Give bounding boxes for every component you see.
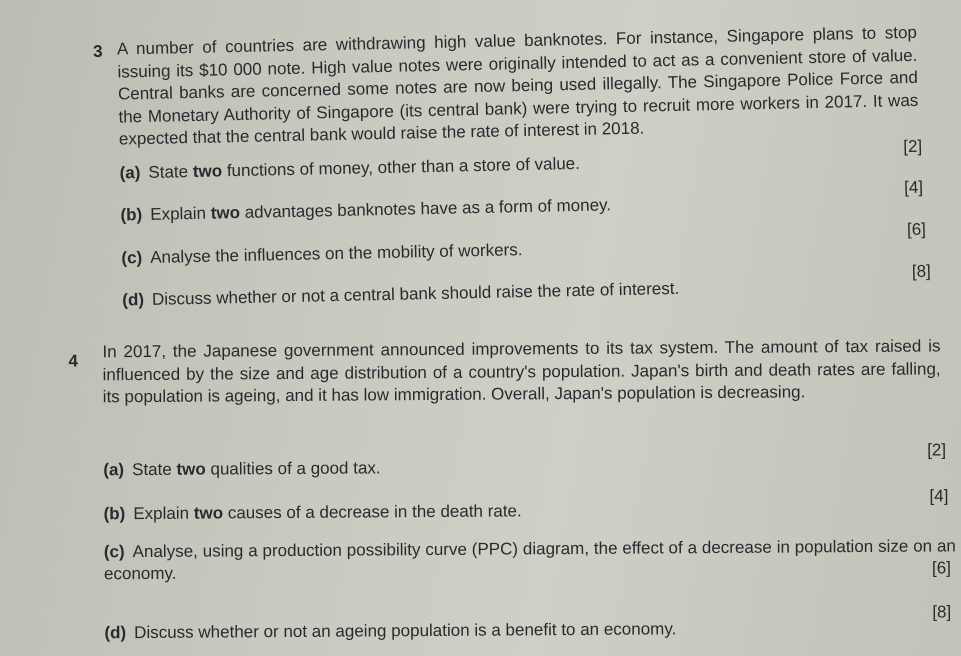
question-part-a xyxy=(103,454,823,481)
part-letter: (a) xyxy=(103,460,125,480)
marks-label: [8] xyxy=(932,602,952,622)
part-text-post: qualities of a good tax. xyxy=(205,458,381,479)
part-text-bold: two xyxy=(192,161,223,181)
part-text-bold: two xyxy=(210,203,241,223)
question-number: 4 xyxy=(68,351,79,371)
part-letter: (b) xyxy=(120,205,143,225)
part-letter: (a) xyxy=(119,163,141,183)
part-text-bold: two xyxy=(176,459,206,479)
marks-label: [2] xyxy=(927,440,947,460)
part-text-post: causes of a decrease in the death rate. xyxy=(223,501,522,523)
marks-label: [8] xyxy=(911,261,931,281)
marks-label: [4] xyxy=(903,177,924,198)
part-letter: (b) xyxy=(103,504,126,524)
part-letter: (d) xyxy=(104,623,127,643)
part-text-pre: Discuss whether or not an ageing population is a benefit to an economy. xyxy=(134,619,677,643)
question-stem: A number of countries are withdrawing high value banknotes. For instance, Singapore plans to stop issuing its $10 000 note. High value notes were originally intended to act as a convenient store of value. Central banks are concerned some notes are now being used illegally. The Singapore Police Force and the Monetary Authority of Singapore (its central bank) were trying to recruit more workers in 2017. It was expected that the central bank would raise the rate of interest in 2018. xyxy=(116,22,919,149)
marks-label: [4] xyxy=(929,486,949,506)
part-text-pre: Explain xyxy=(150,203,211,224)
marks-label: [2] xyxy=(903,136,923,157)
part-letter: (c) xyxy=(103,542,125,562)
part-text-pre: Analyse the influences on the mobility of workers. xyxy=(150,240,523,267)
question-part-d xyxy=(104,617,864,644)
part-text-pre: State xyxy=(131,459,177,480)
part-letter: (c) xyxy=(121,248,143,268)
part-text-pre: Analyse, using a production possibility curve (PPC) diagram, the effect of a decrease in population size on an economy. xyxy=(103,536,956,584)
question-number: 3 xyxy=(92,41,103,62)
marks-label: [6] xyxy=(906,219,927,240)
part-text-pre: Discuss whether or not a central bank should raise the rate of interest. xyxy=(151,278,680,309)
part-text-pre: Explain xyxy=(133,503,194,524)
part-text-bold: two xyxy=(193,503,224,523)
marks-label: [6] xyxy=(931,558,951,578)
question-part-b xyxy=(104,498,824,525)
question-part-c xyxy=(104,535,956,585)
part-text-post: functions of money, other than a store of value. xyxy=(221,153,581,181)
part-letter: (d) xyxy=(122,290,145,310)
part-text-post: advantages banknotes have as a form of money. xyxy=(239,195,612,223)
part-text-pre: State xyxy=(148,162,194,182)
question-stem: In 2017, the Japanese government announced improvements to its tax system. The amount of tax raised is influenced by the size and age distribution of a country's population. Japan's birth and death rates are falling, its population is ageing, and it has low immigration. Overall, Japan's population is decreasing. xyxy=(102,336,941,407)
